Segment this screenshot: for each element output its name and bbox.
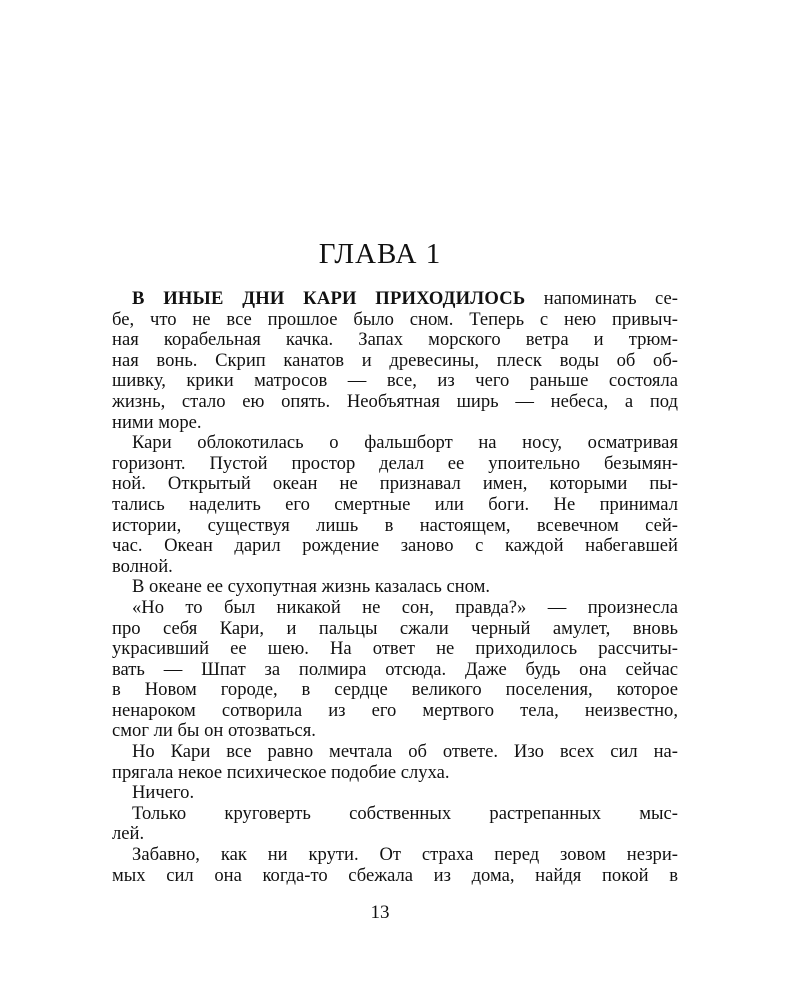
text-line: смог ли бы он отозваться. (112, 720, 316, 742)
text-line: жизнь, стало ею опять. Необъятная ширь — небеса, а под (112, 390, 678, 412)
text-line: ная корабельная качка. Запах морского ветра и трюм- (112, 329, 678, 351)
text-line: Кари облокотилась о фальшборт на носу, осматривая (132, 432, 678, 454)
text-line: горизонт. Пустой простор делал ее упоительно безымян- (112, 452, 678, 474)
text-line: вать — Шпат за полмира отсюда. Даже будь она сейчас (112, 658, 678, 680)
text-line: прягала некое психическое подобие слуха. (112, 761, 450, 783)
text-line: волной. (112, 555, 173, 577)
text-line (112, 289, 678, 310)
text-line: про себя Кари, и пальцы сжали черный амулет, вновь (112, 617, 678, 639)
text-line: мых сил она когда-то сбежала из дома, найдя покой в (112, 864, 678, 886)
text-line: ними море. (112, 411, 202, 433)
text-line: Только круговерть собственных растрепанных мыс- (132, 802, 678, 824)
text-line: истории, существуя лишь в настоящем, всевечном сей- (112, 514, 678, 536)
chapter-title: ГЛАВА 1 (318, 238, 442, 270)
text-line: час. Океан дарил рождение заново с каждой набегавшей (112, 535, 678, 557)
text-line: В океане ее сухопутная жизнь казалась сном. (132, 576, 491, 598)
text-line: Забавно, как ни крути. От страха перед зовом незри- (132, 844, 678, 866)
text-line: ная вонь. Скрип канатов и древесины, плеск воды об об- (112, 349, 678, 371)
opening-caps: В ИНЫЕ ДНИ КАРИ ПРИХОДИЛОСЬ (132, 288, 526, 309)
page-number: 13 (370, 902, 390, 923)
text-line: ной. Открытый океан не признавал имен, которыми пы- (112, 473, 678, 495)
text-line: ненароком сотворила из его мертвого тела, неизвестно, (112, 699, 678, 721)
text-line: украсивший ее шею. На ответ не приходилось рассчиты- (112, 638, 678, 660)
text-line: Но Кари все равно мечтала об ответе. Изо всех сил на- (132, 741, 678, 763)
text-line: шивку, крики матросов — все, из чего раньше состояла (112, 370, 678, 392)
text-line-rest: напоминать се- (525, 288, 678, 309)
text-line: тались наделить его смертные или боги. Не принимал (112, 493, 678, 515)
text-line: бе, что не все прошлое было сном. Теперь с нею привыч- (112, 308, 678, 330)
chapter-text (112, 289, 678, 886)
text-line: Ничего. (132, 782, 195, 804)
text-line: лей. (112, 823, 145, 845)
text-line: в Новом городе, в сердце великого поселения, которое (112, 679, 678, 701)
text-line: «Но то был никакой не сон, правда?» — произнесла (132, 596, 678, 618)
